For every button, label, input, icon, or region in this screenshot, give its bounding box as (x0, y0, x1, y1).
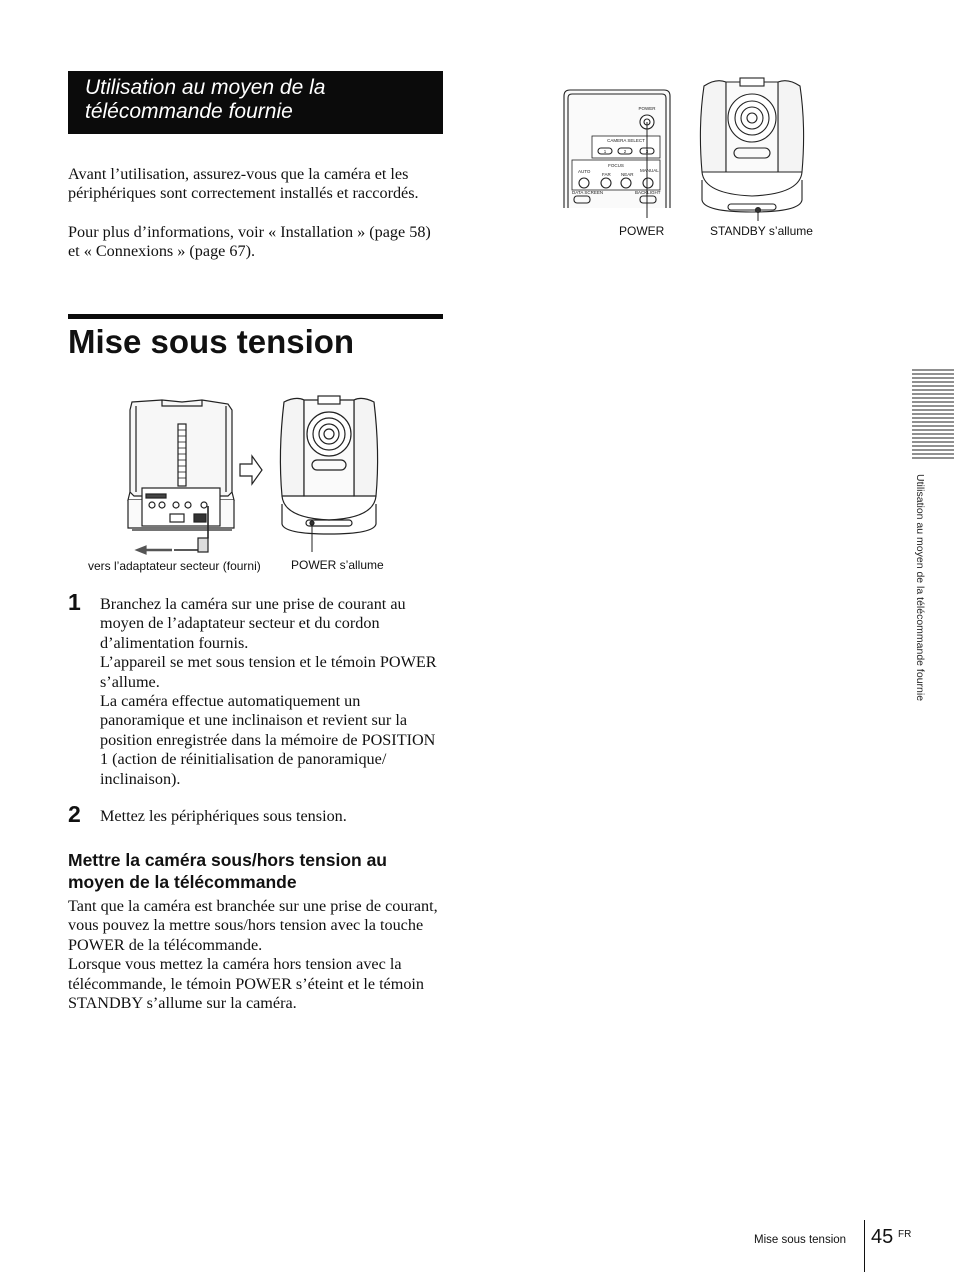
intro-paragraph-2: Pour plus d’informations, voir « Installation » (page 58) et « Connexions » (page 67). (68, 223, 431, 261)
remote-label-backlight: BACKLIGHT (635, 190, 661, 195)
step-1-text: Branchez la caméra sur une prise de courant au moyen de l’adaptateur secteur et du cordon d’alimentation fournis. L’appareil se met sous tension et le témoin POWER s’allume. La caméra effectue automatiquement un panoramique et une inclinaison et revient sur la position enregistrée dans la mémoire de POSITION 1 (action de réinitialisation de panoramique/ inclinaison). (100, 595, 437, 788)
step-1-number: 1 (68, 589, 81, 615)
remote-label-btn2: 2 (623, 149, 627, 154)
section-header-line2: télécommande fournie (85, 100, 293, 123)
remote-standby-figure (560, 76, 820, 221)
subsection-title: Mettre la caméra sous/hors tension au moyen de la télécommande (68, 850, 387, 892)
footer-section: Mise sous tension (754, 1234, 847, 1246)
side-tab-marker (912, 368, 954, 460)
remote-label-auto: AUTO (578, 169, 591, 174)
remote-label-manual: MANUAL (640, 168, 659, 173)
remote-label-camera-select: CAMERA SELECT (607, 138, 645, 143)
remote-label-data-screen: DATA SCREEN (572, 190, 604, 195)
camera-power-figure (84, 392, 384, 562)
caption-adapter: vers l’adaptateur secteur (fourni) (88, 559, 261, 573)
step-2-text: Mettez les périphériques sous tension. (100, 807, 347, 825)
intro-paragraph-1: Avant l’utilisation, assurez-vous que la caméra et les périphériques sont correctement installés et raccordés. (68, 165, 419, 203)
side-tab-label: Utilisation au moyen de la télécommande fournie (914, 474, 926, 702)
remote-label-focus: FOCUS (608, 163, 624, 168)
section-header-line1: Utilisation au moyen de la (85, 76, 326, 99)
remote-label-far: FAR (602, 172, 611, 177)
section-header (68, 71, 443, 134)
caption-power-on: POWER s’allume (291, 558, 384, 572)
subsection-text: Tant que la caméra est branchée sur une prise de courant, vous pouvez la mettre sous/hors tension avec la touche POWER de la télécommande. Lorsque vous mettez la caméra hors tension avec la télécommande, le témoin POWER s’éteint et le témoin STANDBY s’allume sur la caméra. (68, 897, 438, 1013)
remote-label-power: POWER (638, 106, 656, 111)
caption-standby: STANDBY s’allume (710, 224, 813, 238)
page-title: Mise sous tension (68, 323, 355, 360)
footer-divider (864, 1220, 865, 1272)
page-number: 45 (871, 1226, 894, 1248)
remote-label-near: NEAR (621, 172, 634, 177)
remote-label-btn1: 1 (603, 149, 607, 154)
caption-remote-power: POWER (619, 224, 665, 238)
remote-label-btn3: 3 (645, 149, 649, 154)
page-language: FR (898, 1229, 912, 1240)
title-rule (68, 314, 443, 319)
step-2-number: 2 (68, 801, 81, 827)
